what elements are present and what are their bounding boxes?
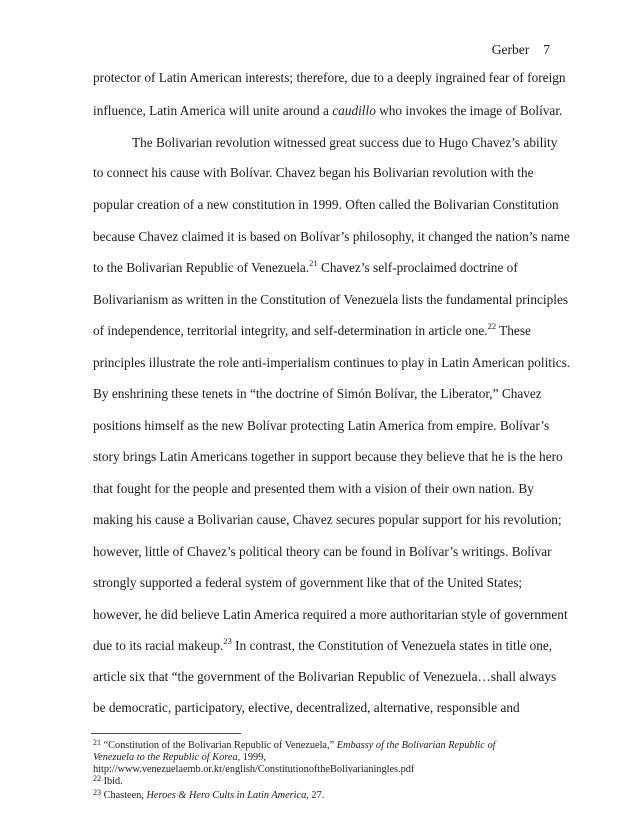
body-line: principles illustrate the role anti-imperialism continues to play in Latin American politics.: [93, 355, 571, 370]
body-line: positions himself as the new Bolívar protecting Latin America from empire. Bolívar’s: [93, 418, 550, 433]
footnote-divider: [91, 733, 241, 734]
body-line: strongly supported a federal system of government like that of the United States;: [93, 575, 523, 590]
body-line: however, little of Chavez’s political theory can be found in Bolívar’s writings. Bolívar: [93, 544, 552, 559]
body-line: story brings Latin Americans together in support because they believe that he is the hero: [93, 449, 563, 464]
footnote-line: Venezuela to the Republic of Korea, 1999,: [93, 752, 266, 763]
header-author: Gerber: [491, 42, 530, 57]
footnote-21: $^{21}$ “Constitution of the Bolivarian Republic of Venezuela,” Embassy of the Bolivarian Republic of: [93, 738, 496, 751]
body-line: popular creation of a new constitution in 1999. Often called the Bolivarian Constitution: [93, 197, 559, 212]
body-line: Bolivarianism as written in the Constitution of Venezuela lists the fundamental principles: [93, 292, 569, 307]
body-line: to connect his cause with Bolívar. Chavez began his Bolivarian revolution with the: [93, 165, 534, 180]
body-line: to the Bolivarian Republic of Venezuela.$^{21}$ Chavez’s self-proclaimed doctrine of: [93, 258, 518, 275]
footnote-23: $^{23}$ Chasteen, Heroes & Hero Cults in Latin America, 27.: [93, 788, 325, 801]
body-line: By enshrining these tenets in “the doctrine of Simón Bolívar, the Liberator,” Chavez: [93, 386, 542, 401]
footnote-22: $^{22}$ Ibid.: [93, 774, 123, 787]
paragraph-first-line: The Bolivarian revolution witnessed great success due to Hugo Chavez’s ability: [132, 135, 558, 150]
footnote-ref: 22: [487, 321, 497, 331]
body-line: making his cause a Bolivarian cause, Chavez secures popular support for his revolution;: [93, 512, 562, 527]
body-line: that fought for the people and presented them with a vision of their own nation. By: [93, 481, 534, 496]
body-line: due to its racial makeup.$^{23}$ In contrast, the Constitution of Venezuela states in title one,: [93, 636, 553, 653]
body-line: be democratic, participatory, elective, decentralized, alternative, responsible and: [93, 700, 520, 715]
page-header: [492, 42, 550, 58]
footnote-ref: 21: [309, 258, 318, 268]
body-line: protector of Latin American interests; therefore, due to a deeply ingrained fear of foreign: [93, 70, 566, 85]
footnote-ref: 23: [223, 636, 232, 646]
body-line: article six that “the government of the Bolivarian Republic of Venezuela…shall always: [93, 669, 557, 684]
body-line: however, he did believe Latin America required a more authoritarian style of government: [93, 607, 568, 622]
body-line: of independence, territorial integrity, and self-determination in article one.$^{22}$ These: [93, 321, 531, 338]
body-line: because Chavez claimed it is based on Bolívar’s philosophy, it changed the nation’s name: [93, 229, 570, 244]
italic-term: caudillo: [332, 103, 376, 118]
body-line: influence, Latin America will unite around a caudillo who invokes the image of Bolívar.: [93, 103, 563, 118]
footnote-url: http://www.venezuelaemb.or.kr/english/ConstitutionoftheBolivarianingles.pdf: [93, 764, 415, 775]
header-page-number: 7: [543, 42, 550, 57]
